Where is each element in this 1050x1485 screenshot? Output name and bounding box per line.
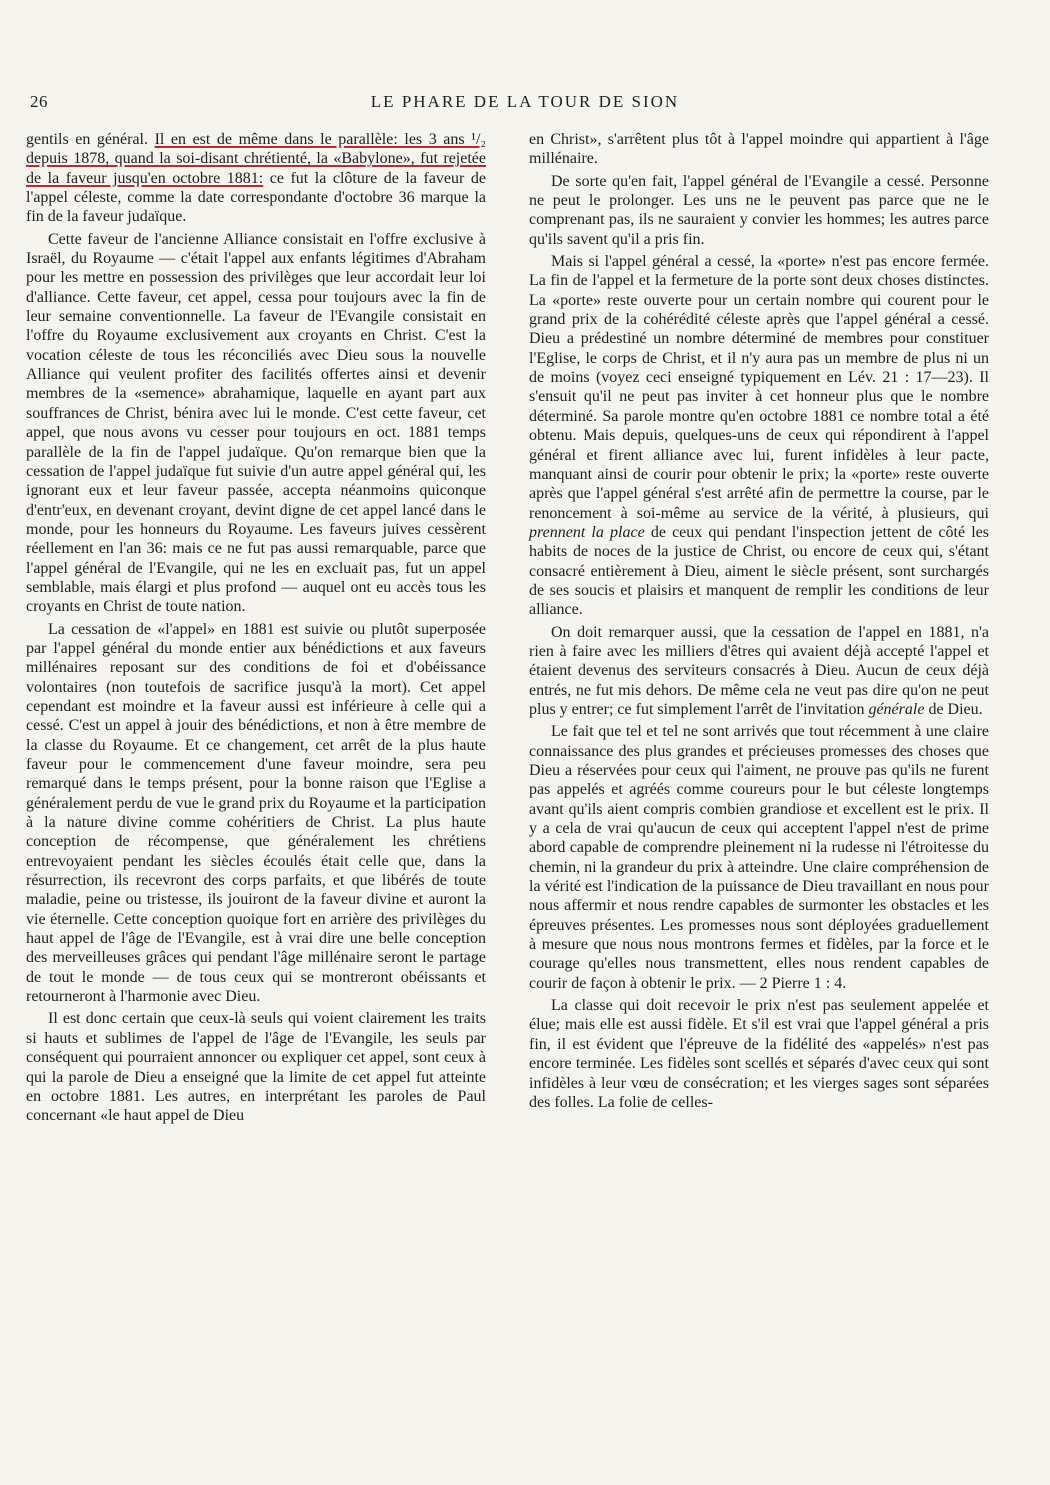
right-paragraph-3 [529, 252, 989, 620]
left-paragraph-2: Cette faveur de l'ancienne Alliance consistait en l'offre exclusive à Israël, du Royaume — c'était l'appel aux enfants légitimes d'Abraham pour les mettre en possession des privilèges que leur accordait leur loi d'alliance. Cette faveur, cet appel, cessa pour toujours avec la fin de leur semaine conventionnelle. La faveur de l'Evangile consistait en l'offre du Royaume exclusivement aux croyants en Christ. C'est la vocation céleste de tous les réconciliés avec Dieu sous la nouvelle Alliance qui veulent profiter des facilités offertes ainsi et devenir membres de la «semence» abrahamique, laquelle en ayant part aux souffrances de Christ, bénira avec lui le monde. C'est cette faveur, cet appel, que nous avons vu cesser pour toujours en oct. 1881 temps parallèle de la fin de l'appel judaïque. Qu'on remarque bien que la cessation de l'appel judaïque fut suivie d'un autre appel général qui, les ignorant eux et leur faveur passée, accepta néanmoins quiconque d'entr'eux, en devenant croyant, devint digne de cet appel lancé dans le monde, pour les honneurs du Royaume. Les faveurs juives cessèrent réellement en l'an 36: mais ce ne fut pas aussi remarquable, parce que l'appel général de l'Evangile, qui ne les en excluait pas, fut un appel semblable, mais élargi et plus profond — auquel ont eu accès tous les croyants en Christ de toute nation. [26, 230, 486, 616]
left-p1-start: gentils en général. [26, 131, 155, 148]
left-p1-underlined-passage: Il en est de même dans le parallèle: les 3 ans ¹/₂ depuis 1878, quand la soi-disant chrétienté, la «Babylone», fut rejetée de la faveur jusqu'en octobre 1881: [26, 131, 487, 187]
left-column [26, 130, 486, 1129]
left-paragraph-1 [26, 130, 486, 227]
right-paragraph-4 [529, 623, 989, 720]
right-p4-end: de Dieu. [924, 700, 983, 718]
right-p3-end: de ceux qui pendant l'inspection jettent de côté les habits de noces de la justice de Christ, ou encore de ceux qui, s'étant consacré entièrement à Dieu, aiment le siècle présent, sont surchargés de ses soucis et plaisirs et manquent de remplir les conditions de leur alliance. [529, 523, 990, 619]
right-p3-italic: prennent la place [529, 523, 645, 541]
right-paragraph-1: en Christ», s'arrêtent plus tôt à l'appel moindre qui appartient à l'âge millénaire. [529, 131, 989, 168]
page-header [30, 92, 1020, 116]
left-p1-end: ce fut la clôture de la faveur de l'appel céleste, comme la date correspondante d'octobre 36 marque la fin de la faveur judaïque. [26, 169, 486, 226]
page-number: 26 [30, 92, 48, 111]
left-paragraph-3: La cessation de «l'appel» en 1881 est suivie ou plutôt superposée par l'appel général du monde entier aux bénédictions et aux faveurs millénaires reposant sur des conditions de foi et d'obéissance volontaires (non toutefois de sacrifice jusqu'à la mort). Cet appel cependant est moindre et la faveur aussi est inférieure à celle qui a cessé. C'est un appel à jouir des bénédictions, et non à être membre de la classe du Royaume. Et ce changement, cet arrêt de la plus haute faveur pour le commencement d'une faveur moindre, sera peu remarqué dans le temps présent, pour la bonne raison que l'Eglise a généralement perdu de vue le grand prix du Royaume et la participation à la nature divine comme cohéritiers de Christ. La plus haute conception de récompense, que généralement les chrétiens entrevoyaient pendant les siècles écoulés était celle que, dans la résurrection, ils recevront des corps parfaits, et que libérés de toute maladie, peine ou tristesse, ils jouiront de la faveur divine et auront la vie éternelle. Cette conception quoique fort en arrière des privilèges du haut appel de l'âge de l'Evangile, est à vrai dire une belle conception des merveilleuses grâces qui pendant l'âge millénaire seront le partage de tout le monde — de tous ceux qui se montreront obéissants et retourneront à l'harmonie avec Dieu. [26, 620, 486, 1006]
left-paragraph-4: Il est donc certain que ceux-là seuls qui voient clairement les traits si hauts et sublimes de l'appel de l'âge de l'Evangile, les seuls par conséquent qui pourraient annoncer ou expliquer cet appel, sont ceux à qui la parole de Dieu a enseigné que la limite de cet appel fut atteinte en octobre 1881. Les autres, en interprétant les paroles de Paul concernant «le haut appel de Dieu [26, 1010, 486, 1125]
right-p4-italic: générale [868, 700, 925, 718]
right-p4-start: On doit remarquer aussi, que la cessation de l'appel en 1881, n'a rien à faire avec les milliers d'êtres qui avaient déjà accepté l'appel et étaient devenus des serviteurs consacrés à Dieu. Aucun de ceux déjà entrés, ne fut mis dehors. De même cela ne veut pas dire qu'on ne peut plus y entrer; ce fut simplement l'arrêt de l'invitation [529, 623, 989, 718]
right-paragraph-2: De sorte qu'en fait, l'appel général de l'Evangile a cessé. Personne ne peut le prolonger. Les uns ne le peuvent pas parce que ne le comprenant pas, ils ne sauraient y convier les hommes; les autres parce qu'ils savent qu'il a pris fin. [529, 172, 989, 248]
running-title: LE PHARE DE LA TOUR DE SION [370, 92, 680, 111]
right-paragraph-6: La classe qui doit recevoir le prix n'est pas seulement appelée et élue; mais elle est aussi fidèle. Et s'il est vrai que l'appel général a pris fin, il est évident que l'épreuve de la fidélité des «appelés» n'est pas encore terminée. Les fidèles sont scellés et séparés d'avec ceux qui sont infidèles à leur vœu de consécration; et les vierges sages sont séparées des folles. La folie de celles- [529, 997, 989, 1111]
right-column [529, 130, 989, 1115]
right-paragraph-5: Le fait que tel et tel ne sont arrivés que tout récemment à une claire connaissance des plus grandes et précieuses promesses des choses que Dieu a réservées pour ceux qui l'aiment, ne prouve pas qu'ils ne furent pas appelés et agréés comme coureurs pour le but céleste longtemps avant qu'ils aient compris combien grandiose et excellent est le prix. Il y a cela de vrai qu'aucun de ceux qui acceptent l'appel n'est de prime abord capable de comprendre pleinement ni la rudesse ni l'étroitesse du chemin, ni la grandeur du prix à atteindre. Une claire compréhension de la vérité est l'indication de la puissance de Dieu travaillant en nous pour nous affermir et nous rendre capables de surmonter les obstacles et les épreuves présentes. Les promesses nous sont déployées graduellement à mesure que nous nous montrons fermes et fidèles, par la force et le courage qu'elles nous transmettent, elles nous rendent capables de courir de façon à obtenir le prix. — 2 Pierre 1 : 4. [529, 723, 989, 992]
right-p3-start: Mais si l'appel général a cessé, la «porte» n'est pas encore fermée. La fin de l'appel et la fermeture de la porte sont deux choses distinctes. La «porte» reste ouverte pour un certain nombre qui courent pour le grand prix de la cohérédité céleste après que l'appel général a cessé. Dieu a prédestiné un nombre déterminé de membres pour constituer l'Eglise, le corps de Christ, et il n'y aura pas un membre de plus ni un de moins (voyez ceci enseigné typiquement en Lév. 21 : 17—23). Il s'ensuit qu'il ne peut pas inviter à cet honneur plus que le nombre déterminé. Sa parole montre qu'en octobre 1881 ce nombre total a été obtenu. Mais depuis, quelques-uns de ceux qui répondirent à l'appel général et firent alliance avec lui, furent infidèles à leur pacte, manquant ainsi de courir pour obtenir le prix; la «porte» reste ouverte après que l'appel général s'est arrêté afin de permettre la course, par le renoncement à soi-même au service de la vérité, à plusieurs, qui [529, 253, 989, 522]
